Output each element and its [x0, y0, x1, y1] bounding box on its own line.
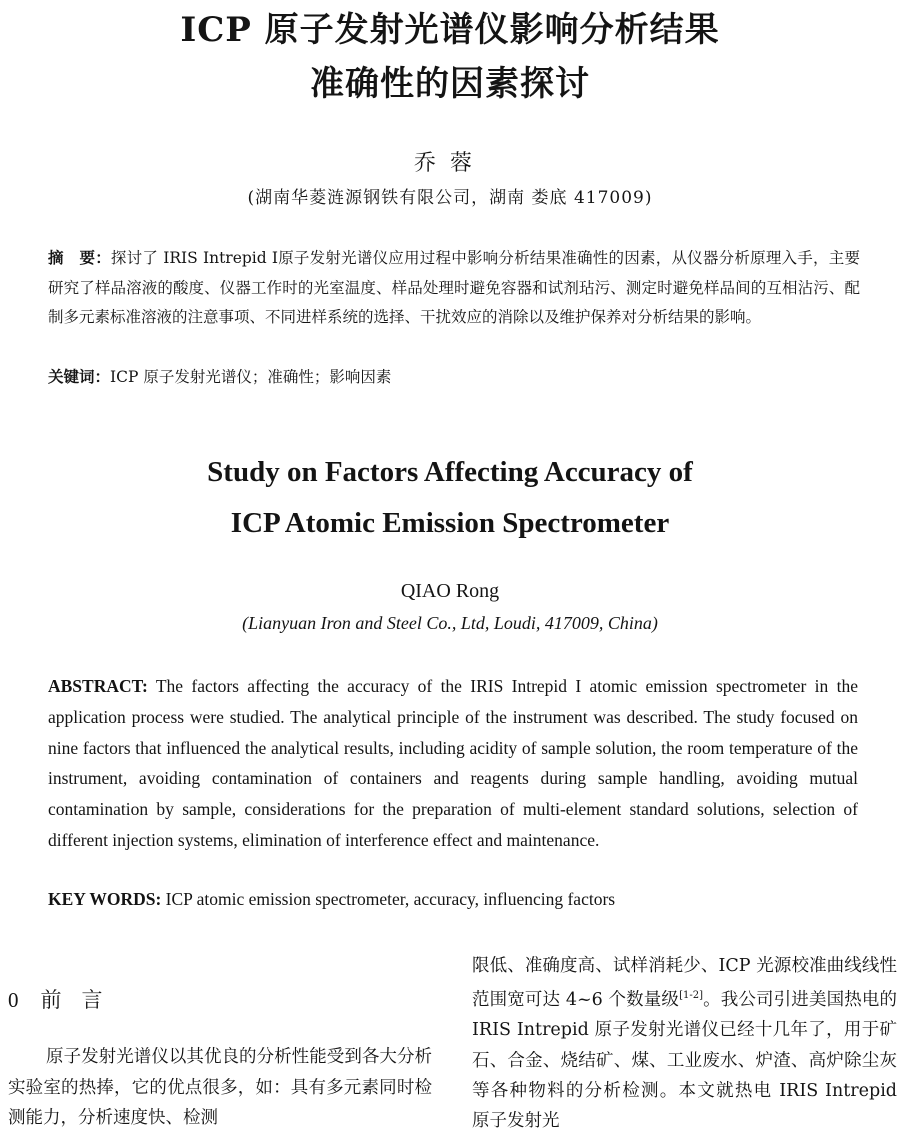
section-title: 前言	[40, 988, 123, 1012]
chinese-title-line-2: 准确性的因素探讨	[310, 64, 590, 104]
citation-reference: [1-2]	[679, 990, 703, 1002]
chinese-title-line-1: ICP 原子发射光谱仪影响分析结果	[180, 10, 720, 50]
english-keywords-label: KEY WORDS:	[48, 889, 162, 909]
english-title-line-1: Study on Factors Affecting Accuracy of	[207, 456, 693, 488]
chinese-abstract	[48, 244, 860, 333]
chinese-abstract-text: 探讨了 IRIS Intrepid Ⅰ原子发射光谱仪应用过程中影响分析结果准确性的因素，从仪器分析原理入手，主要研究了样品溶液的酸度、仪器工作时的光室温度、样品处理时避免容器和试剂玷污、测定时避免样品间的互相沾污、配制多元素标准溶液的注意事项、不同进样系统的选择、干扰效应的消除以及维护保养对分析结果的影响。	[48, 249, 860, 326]
english-title-line-2: ICP Atomic Emission Spectrometer	[230, 507, 670, 539]
chinese-abstract-label: 摘 要：	[48, 249, 111, 267]
chinese-keywords	[48, 365, 391, 387]
body-right-text-2: 。我公司引进美国热电的 IRIS Intrepid 原子发射光谱仪已经十几年了，用于矿石、合金、烧结矿、煤、工业废水、炉渣、高炉除尘灰等各种物料的分析检测。本文就热电 IRIS Intrepid 原子发射光	[472, 990, 897, 1132]
english-keywords	[48, 889, 615, 910]
chinese-keywords-label: 关键词：	[48, 368, 111, 386]
chinese-author: 乔蓉	[413, 151, 486, 176]
body-left-text: 原子发射光谱仪以其优良的分析性能受到各大分析实验室的热捧，它的优点很多，如：具有多元素同时检测能力，分析速度快、检测	[8, 1047, 432, 1129]
body-right-text-1: 限低、准确度高、试样消耗少、ICP 光源校准曲线线性范围宽可达 4~6 个数量级	[472, 956, 897, 1011]
english-affiliation: (Lianyuan Iron and Steel Co., Ltd, Loudi, 417009, China)	[242, 613, 658, 633]
chinese-keywords-text: ICP 原子发射光谱仪；准确性；影响因素	[110, 368, 392, 386]
english-abstract-label: ABSTRACT:	[48, 676, 148, 696]
body-left-column	[8, 1042, 432, 1134]
english-abstract-text: The factors affecting the accuracy of the IRIS Intrepid I atomic emission spectrometer in the application process were studied. The analytical principle of the instrument was described. The study focused on nine factors that influenced the analytical results, including acidity of sample solution, the room temperature of the instrument, avoiding contamination of containers and reagents during sample handling, avoiding mutual contamination by sample, considerations for the preparation of multi-element standard solutions, selection of different injection systems, elimination of interference effect and maintenance.	[48, 676, 858, 850]
section-number: 0	[8, 988, 19, 1012]
english-author: QIAO Rong	[400, 580, 500, 602]
english-abstract	[48, 671, 858, 856]
chinese-affiliation: (湖南华菱涟源钢铁有限公司，湖南 娄底 417009)	[247, 188, 653, 208]
english-keywords-text: ICP atomic emission spectrometer, accuracy, influencing factors	[161, 889, 616, 909]
body-right-column	[472, 951, 897, 1137]
section-heading	[8, 984, 123, 1014]
